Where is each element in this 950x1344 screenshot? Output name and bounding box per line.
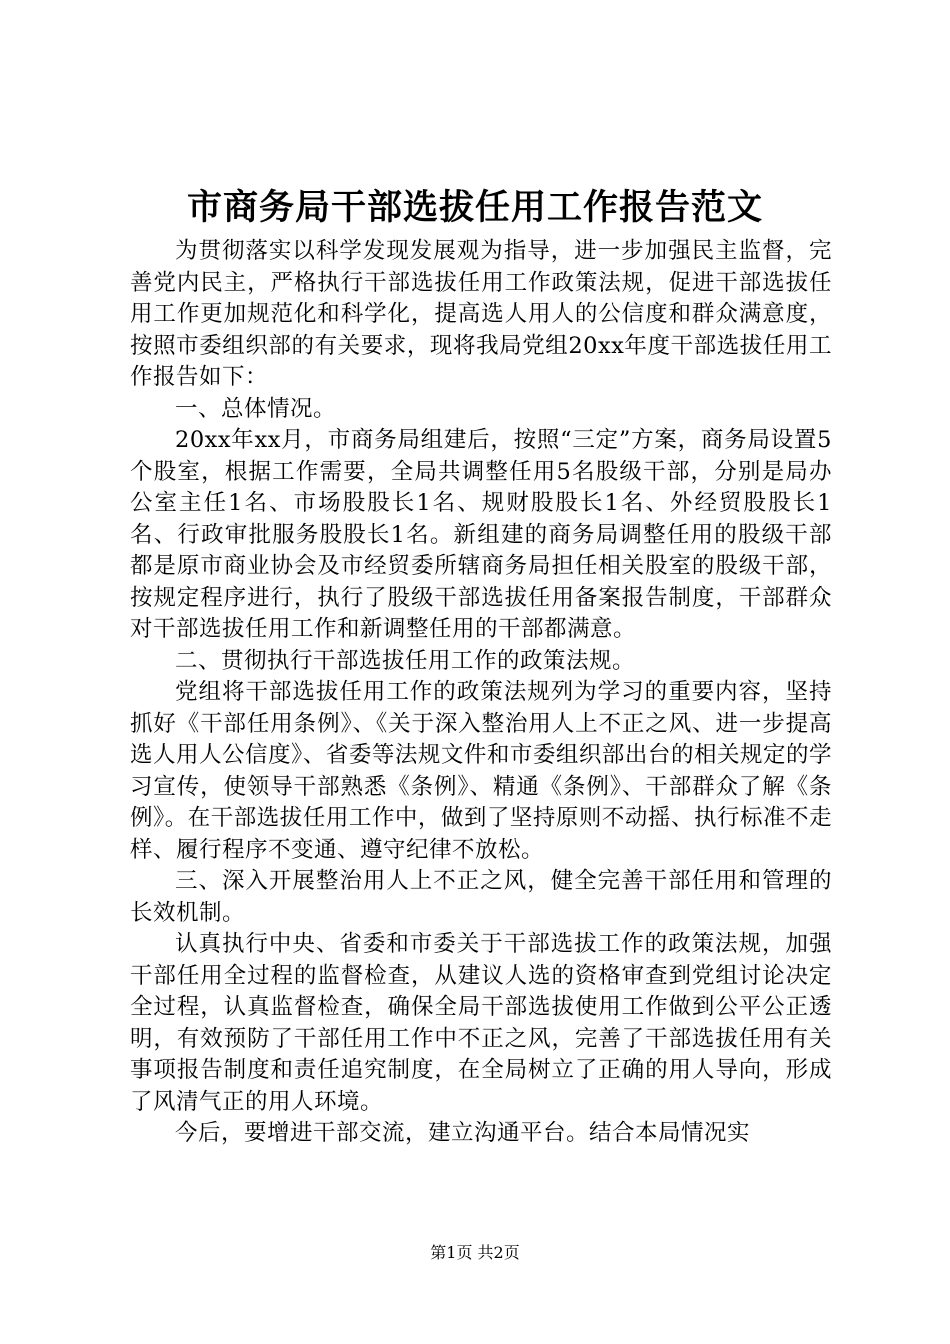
intro-paragraph: 为贯彻落实以科学发现发展观为指导，进一步加强民主监督，完善党内民主，严格执行干部选拔任用工作政策法规，促进干部选拔任用工作更加规范化和科学化，提高选人用人的公信度和群众满意度，按照市委组织部的有关要求，现将我局党组20xx年度干部选拔任用工作报告如下： xyxy=(130,238,832,390)
closing-paragraph: 今后，要增进干部交流，建立沟通平台。结合本局情况实 xyxy=(175,1120,751,1146)
section-heading-2: 二、贯彻执行干部选拔任用工作的政策法规。 xyxy=(175,647,636,674)
section-heading-3: 三、深入开展整治用人上不正之风，健全完善干部任用和管理的长效机制。 xyxy=(130,868,832,926)
document-body xyxy=(130,236,832,1150)
page-number-footer: 第1页 共2页 xyxy=(430,1243,520,1262)
section-2-paragraph: 党组将干部选拔任用工作的政策法规列为学习的重要内容，坚持抓好《干部任用条例》、《关于深入整治用人上不正之风、进一步提高选人用人公信度》、省委等法规文件和市委组织部出台的相关规定的学习宣传，使领导干部熟悉《条例》、精通《条例》、干部群众了解《条例》。在干部选拔任用工作中，做到了坚持原则不动摇、执行标准不走样、履行程序不变通、遵守纪律不放松。 xyxy=(130,679,832,863)
section-3-paragraph: 认真执行中央、省委和市委关于干部选拔工作的政策法规，加强干部任用全过程的监督检查，从建议人选的资格审查到党组讨论决定全过程，认真监督检查，确保全局干部选拔使用工作做到公平公正透明，有效预防了干部任用工作中不正之风，完善了干部选拔任用有关事项报告制度和责任追究制度，在全局树立了正确的用人导向，形成了风清气正的用人环境。 xyxy=(130,931,832,1115)
section-heading-1: 一、总体情况。 xyxy=(175,395,337,422)
section-1-paragraph: 20xx年xx月，市商务局组建后，按照“三定”方案，商务局设置5个股室，根据工作需要，全局共调整任用5名股级干部，分别是局办公室主任1名、市场股股长1名、规财股股长1名、外经贸股股长1名、行政审批服务股股长1名。新组建的商务局调整任用的股级干部都是原市商业协会及市经贸委所辖商务局担任相关股室的股级干部，按规定程序进行，执行了股级干部选拔任用备案报告制度，干部群众对干部选拔任用工作和新调整任用的干部都满意。 xyxy=(130,427,832,642)
document-title: 市商务局干部选拔任用工作报告范文 xyxy=(186,187,763,228)
